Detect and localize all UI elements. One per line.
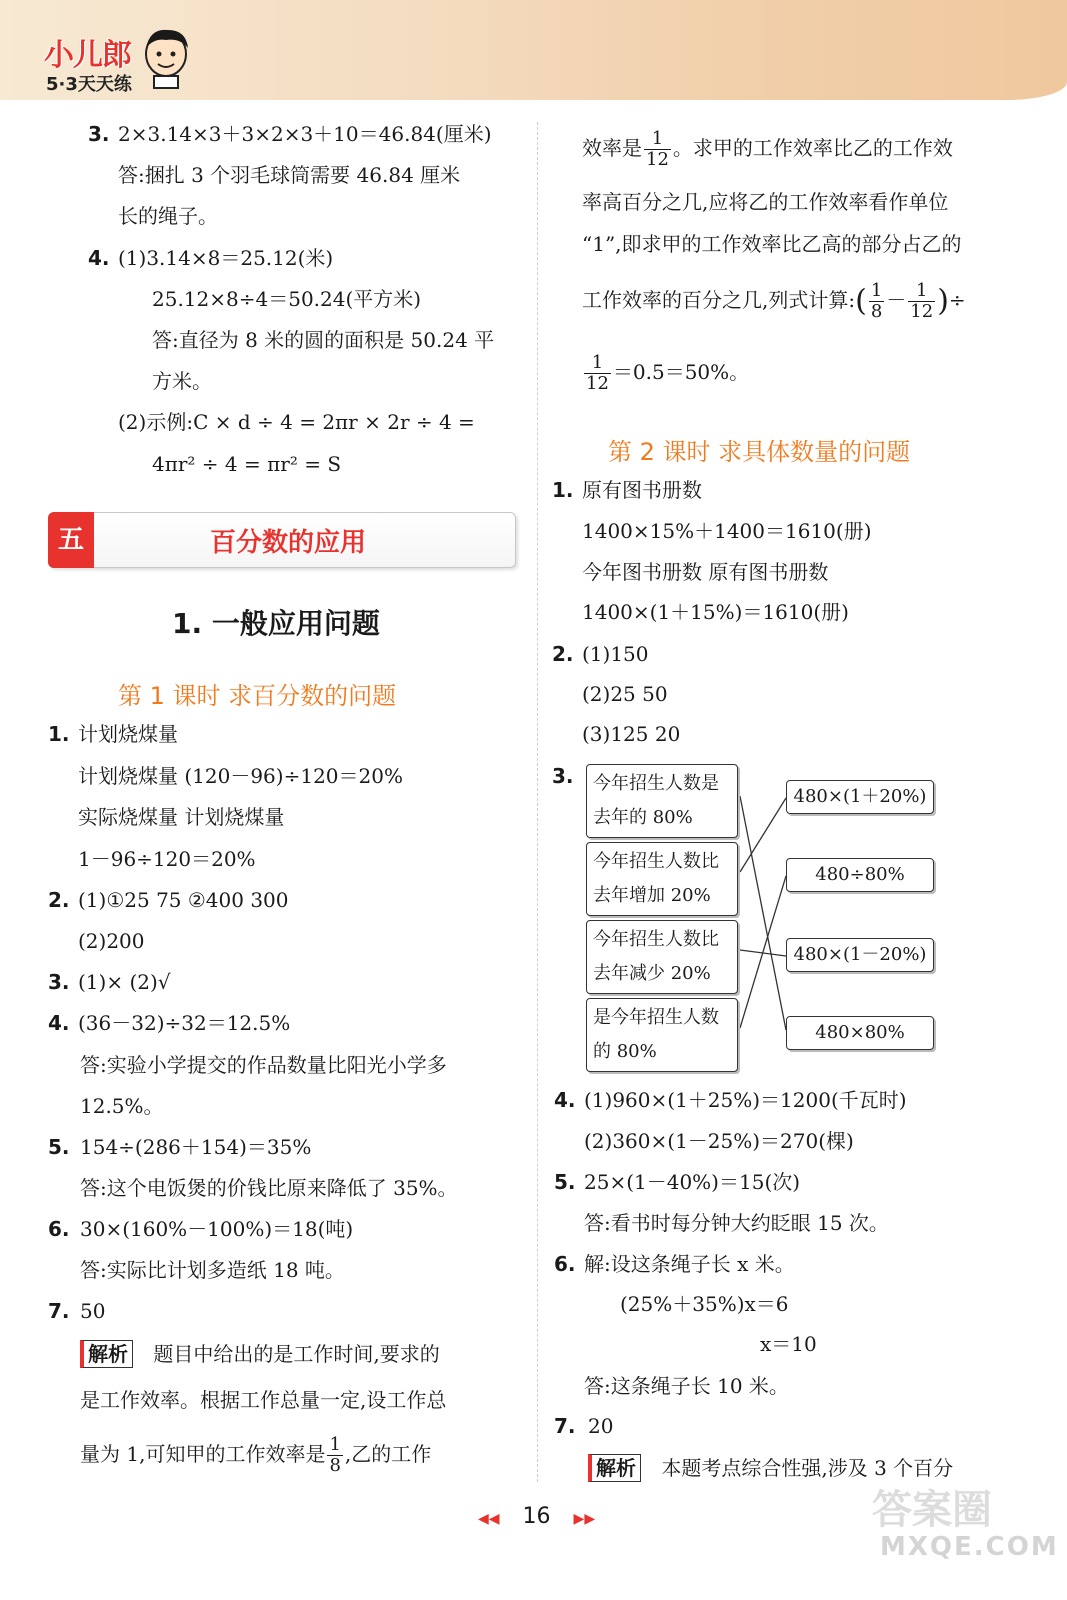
match-line: [740, 798, 786, 872]
item-number: 2.: [48, 888, 70, 912]
box-text: 去年减少 20%: [593, 963, 711, 984]
box-text: 今年招生人数比: [593, 851, 719, 872]
answer-line: x＝10: [760, 1332, 817, 1356]
unit-title: 1. 一般应用问题: [172, 607, 380, 640]
analysis-line: [582, 348, 749, 396]
fraction-numerator: 1: [870, 280, 883, 301]
answer-line: (1)3.14×8＝25.12(米): [118, 246, 334, 270]
analysis-text: 效率是: [582, 136, 642, 160]
item-number: 7.: [554, 1414, 576, 1438]
match-box-right: 480×80%: [786, 1016, 934, 1050]
box-text: 去年的 80%: [593, 807, 693, 828]
item-number: 6.: [554, 1252, 576, 1276]
item-number: 3.: [88, 122, 110, 146]
answer-line: 实际烧煤量 计划烧煤量: [78, 805, 285, 829]
operator: －: [886, 288, 907, 312]
answer-line: 12.5%。: [80, 1094, 164, 1118]
answer-line: 答:这个电饭煲的价钱比原来降低了 35%。: [80, 1176, 458, 1200]
fraction-numerator: 1: [584, 353, 611, 374]
answer-line: 50: [80, 1299, 106, 1323]
answer-line: 1400×(1＋15%)＝1610(册): [582, 600, 849, 624]
answer-line: (1)× (2)√: [78, 970, 171, 994]
answer-line: 答:实际比计划多造纸 18 吨。: [80, 1258, 345, 1282]
answer-line: 计划烧煤量: [78, 722, 178, 746]
operator: ÷: [948, 288, 966, 312]
watermark-url: MXQE.COM: [880, 1532, 1059, 1562]
answer-line: 长的绳子。: [118, 204, 218, 228]
box-text: 今年招生人数是: [593, 773, 719, 794]
match-line: [740, 796, 786, 1030]
analysis-text: ＝0.5＝50%。: [612, 360, 750, 384]
item-number: 4.: [88, 246, 110, 270]
answer-line: 30×(160%－100%)＝18(吨): [80, 1217, 354, 1241]
box-text: 是今年招生人数: [593, 1007, 719, 1028]
answer-line: 154÷(286＋154)＝35%: [80, 1135, 312, 1159]
next-arrows-icon: ▶▶: [573, 1511, 596, 1527]
answer-line: (1)①25 75 ②400 300: [78, 888, 289, 912]
section-number: 五: [48, 512, 94, 568]
brand-logo: 小儿郎: [44, 38, 131, 73]
lesson-title: 第 2 课时 求具体数量的问题: [608, 438, 911, 466]
answer-line: 2×3.14×3＋3×2×3＋10＝46.84(厘米): [118, 122, 492, 146]
answer-line: 解:设这条绳子长 x 米。: [584, 1252, 795, 1276]
answer-line: (1)960×(1＋25%)＝1200(千瓦时): [584, 1088, 907, 1112]
analysis-text: 本题考点综合性强,涉及 3 个百分: [661, 1456, 954, 1480]
answer-line: 1－96÷120＝20%: [78, 847, 256, 871]
analysis-text: 量为 1,可知甲的工作效率是: [80, 1442, 326, 1466]
analysis-tag: 解析: [588, 1454, 641, 1482]
answer-line: 答:捆扎 3 个羽毛球筒需要 46.84 厘米: [118, 163, 461, 187]
match-line: [740, 876, 786, 1028]
answer-line: 1400×15%＋1400＝1610(册): [582, 519, 872, 543]
fraction: [908, 281, 935, 322]
box-text: 的 80%: [593, 1041, 657, 1062]
answer-line: 原有图书册数: [582, 478, 702, 502]
box-text: 今年招生人数比: [593, 929, 719, 950]
column-divider: [537, 122, 538, 1482]
item-number: 1.: [48, 722, 70, 746]
answer-line: 4πr² ÷ 4 = πr² = S: [152, 452, 342, 476]
fraction-denominator: 12: [910, 301, 934, 322]
item-number: 3.: [552, 764, 574, 788]
analysis-line: 率高百分之几,应将乙的工作效率看作单位: [582, 190, 949, 214]
match-box-right: 480×(1＋20%): [786, 780, 934, 814]
answer-line: 20: [588, 1414, 614, 1438]
match-box-left: [586, 764, 738, 838]
lesson-title: 第 1 课时 求百分数的问题: [118, 682, 397, 710]
answer-line: 方米。: [152, 369, 212, 393]
analysis-line: 是工作效率。根据工作总量一定,设工作总: [80, 1388, 447, 1412]
answer-line: 25.12×8÷4＝50.24(平方米): [152, 287, 422, 311]
answer-line: 答:看书时每分钟大约眨眼 15 次。: [584, 1211, 889, 1235]
item-number: 5.: [48, 1135, 70, 1159]
box-text: 去年增加 20%: [593, 885, 711, 906]
prev-arrows-icon: ◀◀: [478, 1511, 500, 1527]
match-box-left: [586, 920, 738, 994]
analysis-text: 。求甲的工作效率比乙的工作效: [672, 136, 953, 160]
answer-line: (3)125 20: [582, 722, 681, 746]
answer-line: 25×(1－40%)＝15(次): [584, 1170, 801, 1194]
analysis-text: 工作效率的百分之几,列式计算:: [582, 288, 856, 312]
watermark: 答案圈: [872, 1487, 992, 1533]
section-title: 百分数的应用: [210, 528, 367, 558]
analysis-line: “1”,即求甲的工作效率比乙高的部分占乙的: [582, 232, 962, 256]
answer-line: (2)360×(1－25%)＝270(棵): [584, 1129, 854, 1153]
answer-line: 答:这条绳子长 10 米。: [584, 1374, 789, 1398]
answer-line: (25%＋35%)x＝6: [620, 1292, 789, 1316]
fraction-numerator: 1: [908, 281, 935, 302]
fraction: [644, 129, 671, 170]
mascot-icon: [140, 24, 192, 90]
match-box-left: [586, 998, 738, 1072]
fraction-numerator: 1: [329, 1434, 341, 1455]
item-number: 4.: [48, 1011, 70, 1035]
analysis-line: [582, 124, 953, 172]
fraction-denominator: 12: [586, 373, 609, 394]
fraction-denominator: 8: [329, 1455, 341, 1476]
item-number: 2.: [552, 642, 574, 666]
answer-line: 今年图书册数 原有图书册数: [582, 560, 829, 584]
brand-subtitle: 5·3天天练: [46, 74, 132, 95]
answer-line: (36－32)÷32＝12.5%: [78, 1011, 291, 1035]
answer-line: (1)150: [582, 642, 649, 666]
paren-left: (: [855, 283, 867, 319]
item-number: 3.: [48, 970, 70, 994]
answer-line: 计划烧煤量 (120－96)÷120＝20%: [78, 764, 403, 788]
paren-right: ): [937, 283, 949, 319]
analysis-text: 题目中给出的是工作时间,要求的: [153, 1342, 440, 1366]
fraction: [869, 281, 884, 322]
answer-line: (2)200: [78, 929, 145, 953]
page-footer: [478, 1504, 595, 1529]
item-number: 7.: [48, 1299, 70, 1323]
fraction-numerator: 1: [644, 129, 671, 150]
match-box-right: 480÷80%: [786, 858, 934, 892]
answer-line: 答:实验小学提交的作品数量比阳光小学多: [80, 1053, 447, 1077]
analysis-line: [582, 276, 966, 326]
analysis-line: [80, 1340, 440, 1368]
answer-line: (2)示例:C × d ÷ 4 = 2πr × 2r ÷ 4 =: [118, 410, 475, 434]
analysis-line: [80, 1432, 431, 1476]
page-number: 16: [522, 1504, 551, 1529]
match-box-left: [586, 842, 738, 916]
item-number: 4.: [554, 1088, 576, 1112]
answer-line: 答:直径为 8 米的圆的面积是 50.24 平: [152, 328, 495, 352]
fraction-denominator: 8: [870, 301, 883, 322]
fraction: [327, 1435, 342, 1476]
analysis-text: ,乙的工作: [344, 1442, 432, 1466]
answer-line: (2)25 50: [582, 682, 668, 706]
fraction-denominator: 12: [646, 149, 669, 170]
item-number: 1.: [552, 478, 574, 502]
match-box-right: 480×(1－20%): [786, 938, 934, 972]
item-number: 5.: [554, 1170, 576, 1194]
item-number: 6.: [48, 1217, 70, 1241]
analysis-tag: 解析: [80, 1340, 133, 1368]
fraction: [584, 353, 611, 394]
